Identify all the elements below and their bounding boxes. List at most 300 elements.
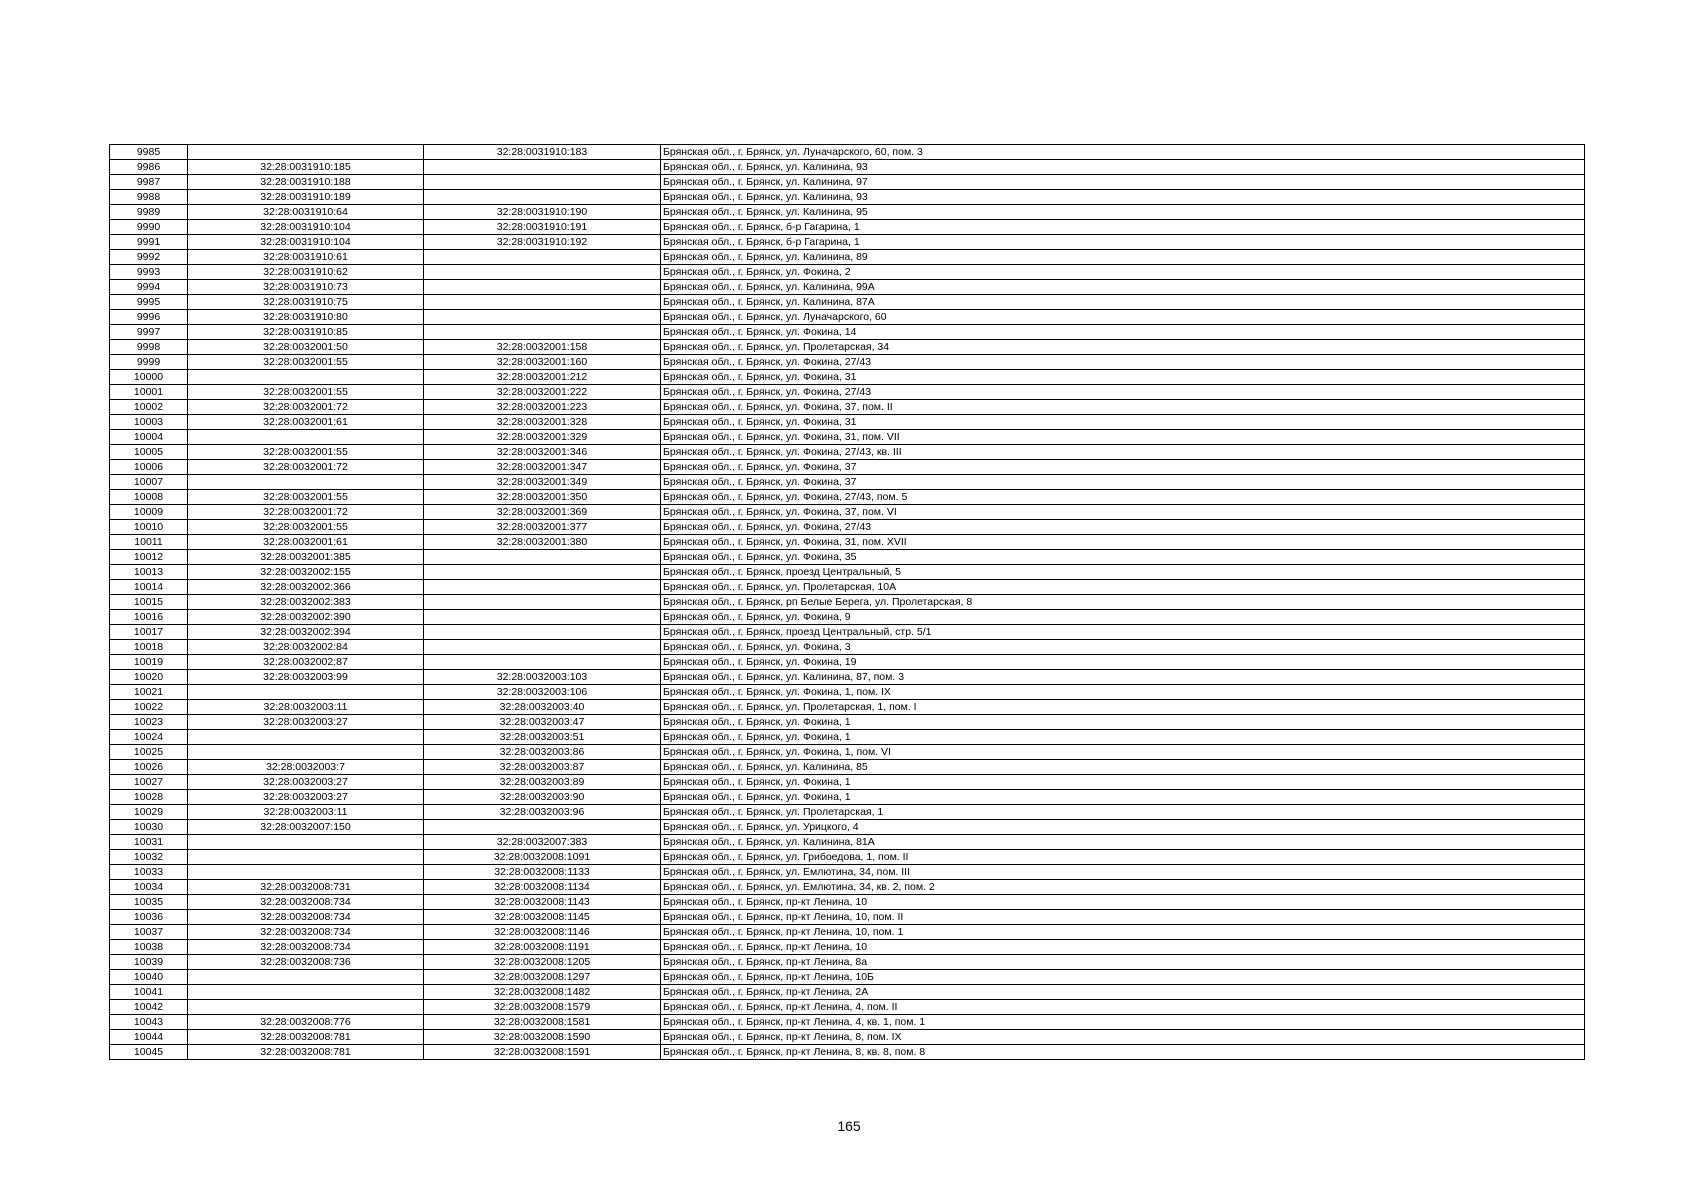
address-cell: Брянская обл., г. Брянск, ул. Фокина, 14 — [661, 325, 1585, 340]
cadastral-number-cell — [188, 430, 424, 445]
row-number-cell: 9988 — [110, 190, 188, 205]
row-number-cell: 10009 — [110, 505, 188, 520]
row-number-cell: 10014 — [110, 580, 188, 595]
cadastral-number-cell: 32:28:0031910:104 — [188, 235, 424, 250]
table-row — [110, 715, 1585, 730]
table-row — [110, 955, 1585, 970]
table-row — [110, 460, 1585, 475]
premises-cadastral-number-cell: 32:28:0032003:90 — [424, 790, 661, 805]
table-row — [110, 220, 1585, 235]
row-number-cell: 10000 — [110, 370, 188, 385]
premises-cadastral-number-cell: 32:28:0032008:1145 — [424, 910, 661, 925]
premises-cadastral-number-cell: 32:28:0032003:103 — [424, 670, 661, 685]
address-cell: Брянская обл., г. Брянск, пр-кт Ленина, 8а — [661, 955, 1585, 970]
cadastral-number-cell: 32:28:0032008:734 — [188, 940, 424, 955]
table-row — [110, 730, 1585, 745]
cadastral-number-cell: 32:28:0031910:61 — [188, 250, 424, 265]
premises-cadastral-number-cell: 32:28:0032008:1134 — [424, 880, 661, 895]
row-number-cell: 10003 — [110, 415, 188, 430]
address-cell: Брянская обл., г. Брянск, ул. Фокина, 2 — [661, 265, 1585, 280]
address-cell: Брянская обл., г. Брянск, ул. Калинина, 87, пом. 3 — [661, 670, 1585, 685]
premises-cadastral-number-cell: 32:28:0032003:47 — [424, 715, 661, 730]
address-cell: Брянская обл., г. Брянск, ул. Емлютина, 34, кв. 2, пом. 2 — [661, 880, 1585, 895]
cadastral-number-cell — [188, 370, 424, 385]
cadastral-number-cell: 32:28:0032003:99 — [188, 670, 424, 685]
address-cell: Брянская обл., г. Брянск, ул. Пролетарская, 34 — [661, 340, 1585, 355]
cadastral-number-cell: 32:28:0032001:72 — [188, 460, 424, 475]
row-number-cell: 10013 — [110, 565, 188, 580]
cadastral-number-cell: 32:28:0031910:85 — [188, 325, 424, 340]
premises-cadastral-number-cell — [424, 640, 661, 655]
table-row — [110, 475, 1585, 490]
cadastral-number-cell: 32:28:0032008:734 — [188, 925, 424, 940]
address-cell: Брянская обл., г. Брянск, ул. Фокина, 31, пом. VII — [661, 430, 1585, 445]
cadastral-number-cell: 32:28:0032001:55 — [188, 385, 424, 400]
row-number-cell: 10007 — [110, 475, 188, 490]
premises-cadastral-number-cell: 32:28:0031910:191 — [424, 220, 661, 235]
cadastral-number-cell — [188, 1000, 424, 1015]
address-cell: Брянская обл., г. Брянск, ул. Калинина, 93 — [661, 190, 1585, 205]
premises-cadastral-number-cell: 32:28:0032003:96 — [424, 805, 661, 820]
premises-cadastral-number-cell: 32:28:0032008:1579 — [424, 1000, 661, 1015]
cadastral-number-cell: 32:28:0032001:55 — [188, 490, 424, 505]
address-cell: Брянская обл., г. Брянск, ул. Фокина, 35 — [661, 550, 1585, 565]
table-row — [110, 400, 1585, 415]
row-number-cell: 10004 — [110, 430, 188, 445]
premises-cadastral-number-cell — [424, 655, 661, 670]
premises-cadastral-number-cell — [424, 565, 661, 580]
row-number-cell: 9993 — [110, 265, 188, 280]
row-number-cell: 10015 — [110, 595, 188, 610]
address-cell: Брянская обл., г. Брянск, ул. Пролетарская, 1 — [661, 805, 1585, 820]
row-number-cell: 10022 — [110, 700, 188, 715]
row-number-cell: 10041 — [110, 985, 188, 1000]
address-cell: Брянская обл., г. Брянск, пр-кт Ленина, 4, пом. II — [661, 1000, 1585, 1015]
row-number-cell: 10012 — [110, 550, 188, 565]
cadastral-number-cell: 32:28:0032002:390 — [188, 610, 424, 625]
table-row — [110, 370, 1585, 385]
cadastral-number-cell: 32:28:0032001:72 — [188, 400, 424, 415]
premises-cadastral-number-cell: 32:28:0032003:89 — [424, 775, 661, 790]
table-row — [110, 775, 1585, 790]
cadastral-number-cell: 32:28:0031910:73 — [188, 280, 424, 295]
cadastral-number-cell: 32:28:0032003:27 — [188, 715, 424, 730]
address-cell: Брянская обл., г. Брянск, ул. Фокина, 1 — [661, 730, 1585, 745]
page-number: 165 — [837, 1118, 861, 1134]
row-number-cell: 9995 — [110, 295, 188, 310]
address-cell: Брянская обл., г. Брянск, ул. Фокина, 27/43, пом. 5 — [661, 490, 1585, 505]
table-row — [110, 700, 1585, 715]
premises-cadastral-number-cell — [424, 250, 661, 265]
cadastral-number-cell: 32:28:0032001:61 — [188, 535, 424, 550]
table-row — [110, 505, 1585, 520]
table-row — [110, 250, 1585, 265]
table-row — [110, 1045, 1585, 1060]
cadastral-number-cell: 32:28:0031910:188 — [188, 175, 424, 190]
address-cell: Брянская обл., г. Брянск, ул. Фокина, 9 — [661, 610, 1585, 625]
table-row — [110, 325, 1585, 340]
address-cell: Брянская обл., г. Брянск, ул. Фокина, 3 — [661, 640, 1585, 655]
premises-cadastral-number-cell — [424, 610, 661, 625]
address-cell: Брянская обл., г. Брянск, ул. Фокина, 1 — [661, 715, 1585, 730]
premises-cadastral-number-cell: 32:28:0032001:223 — [424, 400, 661, 415]
address-cell: Брянская обл., г. Брянск, ул. Емлютина, 34, пом. III — [661, 865, 1585, 880]
address-cell: Брянская обл., г. Брянск, ул. Фокина, 1, пом. VI — [661, 745, 1585, 760]
row-number-cell: 10044 — [110, 1030, 188, 1045]
table-row — [110, 925, 1585, 940]
address-cell: Брянская обл., г. Брянск, проезд Центральный, 5 — [661, 565, 1585, 580]
cadastral-number-cell: 32:28:0031910:189 — [188, 190, 424, 205]
address-cell: Брянская обл., г. Брянск, ул. Калинина, 89 — [661, 250, 1585, 265]
cadastral-number-cell — [188, 685, 424, 700]
premises-cadastral-number-cell: 32:28:0032001:350 — [424, 490, 661, 505]
row-number-cell: 10033 — [110, 865, 188, 880]
table-row — [110, 970, 1585, 985]
address-cell: Брянская обл., г. Брянск, пр-кт Ленина, 10Б — [661, 970, 1585, 985]
premises-cadastral-number-cell — [424, 190, 661, 205]
row-number-cell: 10026 — [110, 760, 188, 775]
premises-cadastral-number-cell: 32:28:0032001:349 — [424, 475, 661, 490]
table-row — [110, 1015, 1585, 1030]
cadastral-number-cell: 32:28:0032003:11 — [188, 700, 424, 715]
premises-cadastral-number-cell: 32:28:0032001:212 — [424, 370, 661, 385]
table-row — [110, 235, 1585, 250]
row-number-cell: 10008 — [110, 490, 188, 505]
cadastral-number-cell — [188, 145, 424, 160]
row-number-cell: 10010 — [110, 520, 188, 535]
address-cell: Брянская обл., г. Брянск, ул. Калинина, 93 — [661, 160, 1585, 175]
cadastral-number-cell: 32:28:0031910:185 — [188, 160, 424, 175]
row-number-cell: 9990 — [110, 220, 188, 235]
row-number-cell: 10001 — [110, 385, 188, 400]
table-row — [110, 280, 1585, 295]
premises-cadastral-number-cell — [424, 160, 661, 175]
premises-cadastral-number-cell: 32:28:0032001:158 — [424, 340, 661, 355]
row-number-cell: 9987 — [110, 175, 188, 190]
row-number-cell: 10024 — [110, 730, 188, 745]
cadastral-number-cell: 32:28:0031910:104 — [188, 220, 424, 235]
address-cell: Брянская обл., г. Брянск, ул. Фокина, 1 — [661, 790, 1585, 805]
table-row — [110, 820, 1585, 835]
cadastral-number-cell: 32:28:0032008:781 — [188, 1045, 424, 1060]
address-cell: Брянская обл., г. Брянск, ул. Фокина, 37 — [661, 475, 1585, 490]
premises-cadastral-number-cell — [424, 325, 661, 340]
address-cell: Брянская обл., г. Брянск, пр-кт Ленина, 10, пом. II — [661, 910, 1585, 925]
premises-cadastral-number-cell — [424, 280, 661, 295]
cadastral-number-cell — [188, 475, 424, 490]
cadastral-number-cell: 32:28:0032002:84 — [188, 640, 424, 655]
row-number-cell: 10006 — [110, 460, 188, 475]
row-number-cell: 10038 — [110, 940, 188, 955]
cadastral-number-cell: 32:28:0032003:7 — [188, 760, 424, 775]
address-cell: Брянская обл., г. Брянск, ул. Пролетарская, 10А — [661, 580, 1585, 595]
premises-cadastral-number-cell: 32:28:0032008:1143 — [424, 895, 661, 910]
premises-cadastral-number-cell: 32:28:0032003:87 — [424, 760, 661, 775]
address-cell: Брянская обл., г. Брянск, ул. Фокина, 37, пом. II — [661, 400, 1585, 415]
row-number-cell: 10032 — [110, 850, 188, 865]
premises-cadastral-number-cell: 32:28:0032001:380 — [424, 535, 661, 550]
row-number-cell: 10021 — [110, 685, 188, 700]
table-row — [110, 565, 1585, 580]
table-row — [110, 940, 1585, 955]
address-cell: Брянская обл., г. Брянск, пр-кт Ленина, 8, кв. 8, пом. 8 — [661, 1045, 1585, 1060]
row-number-cell: 9996 — [110, 310, 188, 325]
premises-cadastral-number-cell: 32:28:0032001:222 — [424, 385, 661, 400]
table-row — [110, 490, 1585, 505]
row-number-cell: 9994 — [110, 280, 188, 295]
address-cell: Брянская обл., г. Брянск, ул. Фокина, 31 — [661, 370, 1585, 385]
premises-cadastral-number-cell — [424, 820, 661, 835]
premises-cadastral-number-cell: 32:28:0032008:1591 — [424, 1045, 661, 1060]
address-cell: Брянская обл., г. Брянск, пр-кт Ленина, 2А — [661, 985, 1585, 1000]
cadastral-number-cell: 32:28:0032002:87 — [188, 655, 424, 670]
address-cell: Брянская обл., г. Брянск, ул. Фокина, 37 — [661, 460, 1585, 475]
row-number-cell: 10037 — [110, 925, 188, 940]
table-row — [110, 850, 1585, 865]
premises-cadastral-number-cell: 32:28:0032003:106 — [424, 685, 661, 700]
row-number-cell: 9998 — [110, 340, 188, 355]
premises-cadastral-number-cell — [424, 265, 661, 280]
table-row — [110, 865, 1585, 880]
premises-cadastral-number-cell: 32:28:0032008:1581 — [424, 1015, 661, 1030]
premises-cadastral-number-cell: 32:28:0032008:1133 — [424, 865, 661, 880]
cadastral-number-cell: 32:28:0032008:734 — [188, 910, 424, 925]
address-cell: Брянская обл., г. Брянск, пр-кт Ленина, 8, пом. IX — [661, 1030, 1585, 1045]
row-number-cell: 10039 — [110, 955, 188, 970]
table-row — [110, 205, 1585, 220]
address-cell: Брянская обл., г. Брянск, ул. Фокина, 1, пом. IX — [661, 685, 1585, 700]
table-row — [110, 445, 1585, 460]
cadastral-number-cell: 32:28:0032001:50 — [188, 340, 424, 355]
row-number-cell: 9997 — [110, 325, 188, 340]
table-row — [110, 295, 1585, 310]
table-row — [110, 880, 1585, 895]
table-row — [110, 595, 1585, 610]
premises-cadastral-number-cell: 32:28:0032001:329 — [424, 430, 661, 445]
cadastral-number-cell: 32:28:0032008:776 — [188, 1015, 424, 1030]
table-row — [110, 355, 1585, 370]
address-cell: Брянская обл., г. Брянск, ул. Калинина, 97 — [661, 175, 1585, 190]
cadastral-number-cell — [188, 850, 424, 865]
cadastral-number-cell: 32:28:0032008:731 — [188, 880, 424, 895]
table-row — [110, 1000, 1585, 1015]
row-number-cell: 10011 — [110, 535, 188, 550]
cadastral-number-cell — [188, 865, 424, 880]
cadastral-number-cell: 32:28:0032003:27 — [188, 790, 424, 805]
row-number-cell: 10016 — [110, 610, 188, 625]
cadastral-number-cell: 32:28:0032003:11 — [188, 805, 424, 820]
table-row — [110, 805, 1585, 820]
table-row — [110, 385, 1585, 400]
table-row — [110, 190, 1585, 205]
row-number-cell: 10030 — [110, 820, 188, 835]
table-row — [110, 760, 1585, 775]
premises-cadastral-number-cell: 32:28:0032003:86 — [424, 745, 661, 760]
premises-cadastral-number-cell: 32:28:0032001:347 — [424, 460, 661, 475]
row-number-cell: 10042 — [110, 1000, 188, 1015]
cadastral-number-cell: 32:28:0032002:155 — [188, 565, 424, 580]
premises-cadastral-number-cell: 32:28:0032008:1146 — [424, 925, 661, 940]
premises-cadastral-number-cell: 32:28:0031910:183 — [424, 145, 661, 160]
cadastral-number-cell: 32:28:0032001:55 — [188, 520, 424, 535]
row-number-cell: 9989 — [110, 205, 188, 220]
premises-cadastral-number-cell — [424, 580, 661, 595]
address-cell: Брянская обл., г. Брянск, ул. Луначарского, 60 — [661, 310, 1585, 325]
premises-cadastral-number-cell — [424, 175, 661, 190]
row-number-cell: 10036 — [110, 910, 188, 925]
premises-cadastral-number-cell — [424, 310, 661, 325]
row-number-cell: 10043 — [110, 1015, 188, 1030]
cadastral-number-cell: 32:28:0032002:394 — [188, 625, 424, 640]
table-row — [110, 175, 1585, 190]
table-row — [110, 835, 1585, 850]
address-cell: Брянская обл., г. Брянск, ул. Калинина, 85 — [661, 760, 1585, 775]
table-row — [110, 415, 1585, 430]
premises-cadastral-number-cell: 32:28:0032008:1590 — [424, 1030, 661, 1045]
table-row — [110, 625, 1585, 640]
cadastral-number-cell: 32:28:0032008:734 — [188, 895, 424, 910]
cadastral-number-cell — [188, 745, 424, 760]
cadastral-number-cell: 32:28:0032002:366 — [188, 580, 424, 595]
cadastral-number-cell — [188, 985, 424, 1000]
table-row — [110, 685, 1585, 700]
address-cell: Брянская обл., г. Брянск, ул. Калинина, 99А — [661, 280, 1585, 295]
address-cell: Брянская обл., г. Брянск, ул. Фокина, 37, пом. VI — [661, 505, 1585, 520]
address-cell: Брянская обл., г. Брянск, б-р Гагарина, 1 — [661, 220, 1585, 235]
table-row — [110, 265, 1585, 280]
table-row — [110, 430, 1585, 445]
table-row — [110, 655, 1585, 670]
table-row — [110, 790, 1585, 805]
premises-cadastral-number-cell: 32:28:0032001:369 — [424, 505, 661, 520]
row-number-cell: 10020 — [110, 670, 188, 685]
table-row — [110, 745, 1585, 760]
table-row — [110, 610, 1585, 625]
address-cell: Брянская обл., г. Брянск, ул. Фокина, 27/43 — [661, 385, 1585, 400]
table-row — [110, 985, 1585, 1000]
address-cell: Брянская обл., г. Брянск, ул. Калинина, 95 — [661, 205, 1585, 220]
cadastral-number-cell — [188, 835, 424, 850]
premises-cadastral-number-cell: 32:28:0032001:377 — [424, 520, 661, 535]
premises-cadastral-number-cell: 32:28:0031910:190 — [424, 205, 661, 220]
address-cell: Брянская обл., г. Брянск, ул. Калинина, 87А — [661, 295, 1585, 310]
table-row — [110, 670, 1585, 685]
row-number-cell: 10005 — [110, 445, 188, 460]
cadastral-number-cell: 32:28:0032001:385 — [188, 550, 424, 565]
premises-cadastral-number-cell: 32:28:0032008:1205 — [424, 955, 661, 970]
premises-cadastral-number-cell — [424, 295, 661, 310]
premises-cadastral-number-cell — [424, 550, 661, 565]
row-number-cell: 10017 — [110, 625, 188, 640]
address-cell: Брянская обл., г. Брянск, ул. Луначарского, 60, пом. 3 — [661, 145, 1585, 160]
cadastral-number-cell: 32:28:0032007:150 — [188, 820, 424, 835]
table-row — [110, 910, 1585, 925]
row-number-cell: 9985 — [110, 145, 188, 160]
premises-cadastral-number-cell: 32:28:0032008:1091 — [424, 850, 661, 865]
premises-cadastral-number-cell — [424, 625, 661, 640]
cadastral-number-cell — [188, 970, 424, 985]
table-row — [110, 640, 1585, 655]
premises-cadastral-number-cell — [424, 595, 661, 610]
address-cell: Брянская обл., г. Брянск, ул. Пролетарская, 1, пом. I — [661, 700, 1585, 715]
row-number-cell: 9991 — [110, 235, 188, 250]
cadastral-number-cell: 32:28:0031910:64 — [188, 205, 424, 220]
cadastral-number-cell: 32:28:0032001:55 — [188, 355, 424, 370]
address-cell: Брянская обл., г. Брянск, ул. Урицкого, 4 — [661, 820, 1585, 835]
cadastral-number-cell: 32:28:0032003:27 — [188, 775, 424, 790]
premises-cadastral-number-cell: 32:28:0032007:383 — [424, 835, 661, 850]
registry-table-body — [110, 145, 1585, 1060]
cadastral-number-cell: 32:28:0032008:781 — [188, 1030, 424, 1045]
cadastral-number-cell: 32:28:0032008:736 — [188, 955, 424, 970]
row-number-cell: 10025 — [110, 745, 188, 760]
address-cell: Брянская обл., г. Брянск, пр-кт Ленина, 10 — [661, 940, 1585, 955]
premises-cadastral-number-cell: 32:28:0032001:328 — [424, 415, 661, 430]
cadastral-number-cell: 32:28:0032002:383 — [188, 595, 424, 610]
premises-cadastral-number-cell: 32:28:0032003:40 — [424, 700, 661, 715]
address-cell: Брянская обл., г. Брянск, ул. Фокина, 27/43, кв. III — [661, 445, 1585, 460]
row-number-cell: 10023 — [110, 715, 188, 730]
row-number-cell: 10031 — [110, 835, 188, 850]
row-number-cell: 10002 — [110, 400, 188, 415]
address-cell: Брянская обл., г. Брянск, пр-кт Ленина, 10, пом. 1 — [661, 925, 1585, 940]
table-row — [110, 550, 1585, 565]
table-row — [110, 895, 1585, 910]
address-cell: Брянская обл., г. Брянск, б-р Гагарина, 1 — [661, 235, 1585, 250]
address-cell: Брянская обл., г. Брянск, ул. Фокина, 31 — [661, 415, 1585, 430]
premises-cadastral-number-cell: 32:28:0032003:51 — [424, 730, 661, 745]
row-number-cell: 10028 — [110, 790, 188, 805]
row-number-cell: 10029 — [110, 805, 188, 820]
address-cell: Брянская обл., г. Брянск, ул. Фокина, 31, пом. XVII — [661, 535, 1585, 550]
cadastral-number-cell: 32:28:0031910:62 — [188, 265, 424, 280]
table-row — [110, 160, 1585, 175]
row-number-cell: 10035 — [110, 895, 188, 910]
row-number-cell: 10027 — [110, 775, 188, 790]
premises-cadastral-number-cell: 32:28:0032001:346 — [424, 445, 661, 460]
row-number-cell: 10019 — [110, 655, 188, 670]
address-cell: Брянская обл., г. Брянск, пр-кт Ленина, 4, кв. 1, пом. 1 — [661, 1015, 1585, 1030]
premises-cadastral-number-cell: 32:28:0032008:1297 — [424, 970, 661, 985]
table-row — [110, 310, 1585, 325]
address-cell: Брянская обл., г. Брянск, ул. Калинина, 81А — [661, 835, 1585, 850]
address-cell: Брянская обл., г. Брянск, пр-кт Ленина, 10 — [661, 895, 1585, 910]
cadastral-number-cell: 32:28:0032001:72 — [188, 505, 424, 520]
registry-table — [109, 144, 1585, 1060]
table-row — [110, 535, 1585, 550]
address-cell: Брянская обл., г. Брянск, ул. Фокина, 27/43 — [661, 520, 1585, 535]
premises-cadastral-number-cell: 32:28:0032008:1482 — [424, 985, 661, 1000]
row-number-cell: 10040 — [110, 970, 188, 985]
address-cell: Брянская обл., г. Брянск, рп Белые Берега, ул. Пролетарская, 8 — [661, 595, 1585, 610]
cadastral-number-cell: 32:28:0032001:55 — [188, 445, 424, 460]
address-cell: Брянская обл., г. Брянск, проезд Центральный, стр. 5/1 — [661, 625, 1585, 640]
table-row — [110, 1030, 1585, 1045]
cadastral-number-cell: 32:28:0031910:75 — [188, 295, 424, 310]
premises-cadastral-number-cell: 32:28:0031910:192 — [424, 235, 661, 250]
cadastral-number-cell: 32:28:0031910:80 — [188, 310, 424, 325]
table-row — [110, 580, 1585, 595]
row-number-cell: 9986 — [110, 160, 188, 175]
premises-cadastral-number-cell: 32:28:0032001:160 — [424, 355, 661, 370]
address-cell: Брянская обл., г. Брянск, ул. Фокина, 19 — [661, 655, 1585, 670]
address-cell: Брянская обл., г. Брянск, ул. Фокина, 27/43 — [661, 355, 1585, 370]
address-cell: Брянская обл., г. Брянск, ул. Фокина, 1 — [661, 775, 1585, 790]
cadastral-number-cell: 32:28:0032001:61 — [188, 415, 424, 430]
row-number-cell: 10034 — [110, 880, 188, 895]
row-number-cell: 10045 — [110, 1045, 188, 1060]
address-cell: Брянская обл., г. Брянск, ул. Грибоедова, 1, пом. II — [661, 850, 1585, 865]
